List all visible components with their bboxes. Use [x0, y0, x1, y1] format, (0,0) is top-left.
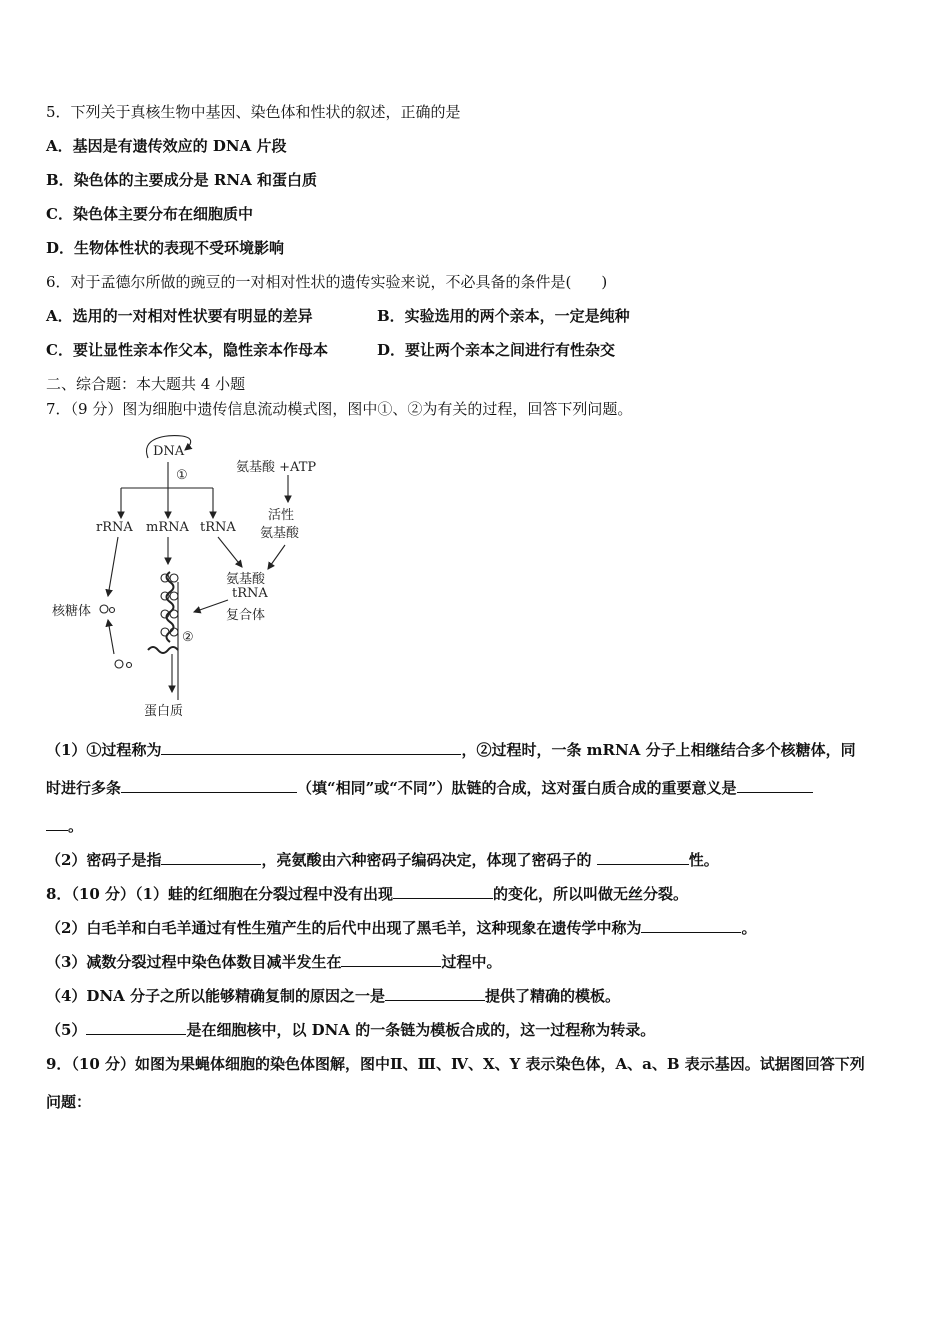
gene-expression-diagram [48, 432, 348, 722]
arrow-trna-to-complex [218, 537, 242, 567]
label-trna: tRNA [200, 520, 236, 535]
q6-option-a: A．选用的一对相对性状要有明显的差异 [46, 307, 313, 325]
q7-part2 [46, 850, 719, 870]
q8-p2-text-a: （2）白毛羊和白毛羊通过有性生殖产生的后代中出现了黑毛羊，这种现象在遗传学中称为 [46, 919, 642, 937]
q7-p1-text-c: 时进行多条 [46, 779, 122, 797]
q6-option-c: C．要让显性亲本作父本，隐性亲本作母本 [46, 341, 328, 359]
diagram-arrows [48, 432, 348, 722]
q7-part1-line2 [46, 778, 813, 798]
label-complex-2: tRNA [232, 586, 268, 601]
free-ribosome-large [115, 660, 123, 668]
q7-p2-text-c: 性。 [688, 851, 719, 869]
ribosome-small [110, 608, 115, 613]
q9-line2: 问题： [46, 1093, 92, 1111]
q8-part5 [46, 1020, 655, 1040]
q5-option-c: C．染色体主要分布在细胞质中 [46, 205, 253, 223]
label-protein: 蛋白质 [144, 704, 184, 719]
q5-option-a: A．基因是有遗传效应的 DNA 片段 [46, 137, 287, 155]
q7-p2-text-a: （2）密码子是指 [46, 851, 162, 869]
q8-p3-text-a: （3）减数分裂过程中染色体数目减半发生在 [46, 953, 342, 971]
label-complex-1: 氨基酸 [226, 572, 266, 587]
ribosome-large [100, 605, 108, 613]
q8-part3 [46, 952, 501, 972]
label-dna: DNA [153, 444, 185, 459]
q8-p5-text-b: 是在细胞核中，以 DNA 的一条链为模板合成的，这一过程称为转录。 [186, 1021, 656, 1039]
q8-p3-text-b: 过程中。 [441, 953, 502, 971]
section-heading: 二、综合题：本大题共 4 小题 [46, 375, 246, 393]
arrow-to-complex [268, 545, 285, 569]
label-step-2: ② [182, 630, 194, 645]
q8-part2 [46, 918, 756, 938]
q6-option-d: D．要让两个亲本之间进行有性杂交 [377, 341, 616, 359]
q7-p1-blank-3[interactable] [737, 778, 813, 793]
q8-p5-text-a: （5） [46, 1021, 87, 1039]
q5-option-b: B．染色体的主要成分是 RNA 和蛋白质 [46, 171, 317, 189]
q7-p1-blank-3-cont[interactable] [46, 816, 68, 831]
q8-p1-text-b: 的变化，所以叫做无丝分裂。 [492, 885, 688, 903]
label-amino-acid: 氨基酸 [260, 526, 300, 541]
q8-p1-blank[interactable] [393, 884, 493, 899]
arrow-complex-to-polysome [194, 600, 228, 612]
q7-p1-text-a: （1）①过程称为 [46, 741, 162, 759]
q8-p4-text-b: 提供了精确的模板。 [485, 987, 621, 1005]
q8-part4 [46, 986, 620, 1006]
polysome-ribosomes [161, 574, 178, 636]
q7-part1-line3 [46, 816, 83, 836]
q7-p2-text-b: ，亮氨酸由六种密码子编码决定，体现了密码子的 [261, 851, 597, 869]
q8-p4-text-a: （4）DNA 分子之所以能够精确复制的原因之一是 [46, 987, 386, 1005]
q7-p1-text-b: ，②过程时，一条 mRNA 分子上相继结合多个核糖体，同 [461, 741, 856, 759]
q8-p1-text-a: 8．（10 分）（1）蛙的红细胞在分裂过程中没有出现 [46, 885, 393, 903]
q8-p3-blank[interactable] [341, 952, 441, 967]
q6-stem: 6．对于孟德尔所做的豌豆的一对相对性状的遗传实验来说，不必具备的条件是( ) [46, 273, 608, 291]
q8-p4-blank[interactable] [385, 986, 485, 1001]
q7-p1-blank-2[interactable] [121, 778, 297, 793]
q8-p2-blank[interactable] [641, 918, 741, 933]
q5-option-d: D．生物体性状的表现不受环境影响 [46, 239, 285, 257]
label-active: 活性 [268, 508, 295, 523]
q9-line1: 9．（10 分）如图为果蝇体细胞的染色体图解，图中Ⅱ、Ⅲ、Ⅳ、X、Y 表示染色体，A、a、B 表示基因。试据图回答下列 [46, 1055, 865, 1073]
q5-stem: 5．下列关于真核生物中基因、染色体和性状的叙述，正确的是 [46, 103, 461, 121]
label-step-1: ① [176, 468, 188, 483]
q7-p1-text-e: 。 [68, 817, 84, 835]
free-ribosome-small [127, 663, 132, 668]
label-ribosome: 核糖体 [52, 604, 92, 619]
q8-p2-text-b: 。 [741, 919, 757, 937]
q7-p2-blank-1[interactable] [161, 850, 261, 865]
q6-option-b: B．实验选用的两个亲本，一定是纯种 [377, 307, 630, 325]
arrow-rrna-to-ribosome [108, 537, 118, 596]
label-rrna: rRNA [96, 520, 133, 535]
label-mrna: mRNA [146, 520, 189, 535]
q8-part1 [46, 884, 688, 904]
q7-part1-line1 [46, 740, 856, 760]
mrna-strand [148, 647, 178, 653]
q8-p5-blank[interactable] [86, 1020, 186, 1035]
label-complex-3: 复合体 [226, 608, 266, 623]
q7-p1-blank-1[interactable] [161, 740, 461, 755]
arrow-recycle [108, 620, 114, 654]
q7-p1-text-d: （填“相同”或“不同”）肽链的合成，这对蛋白质合成的重要意义是 [297, 779, 737, 797]
label-aa-atp: 氨基酸 +ATP [236, 460, 317, 475]
q7-p2-blank-2[interactable] [597, 850, 689, 865]
q7-stem: 7．（9 分）图为细胞中遗传信息流动模式图，图中①、②为有关的过程，回答下列问题。 [46, 400, 633, 418]
